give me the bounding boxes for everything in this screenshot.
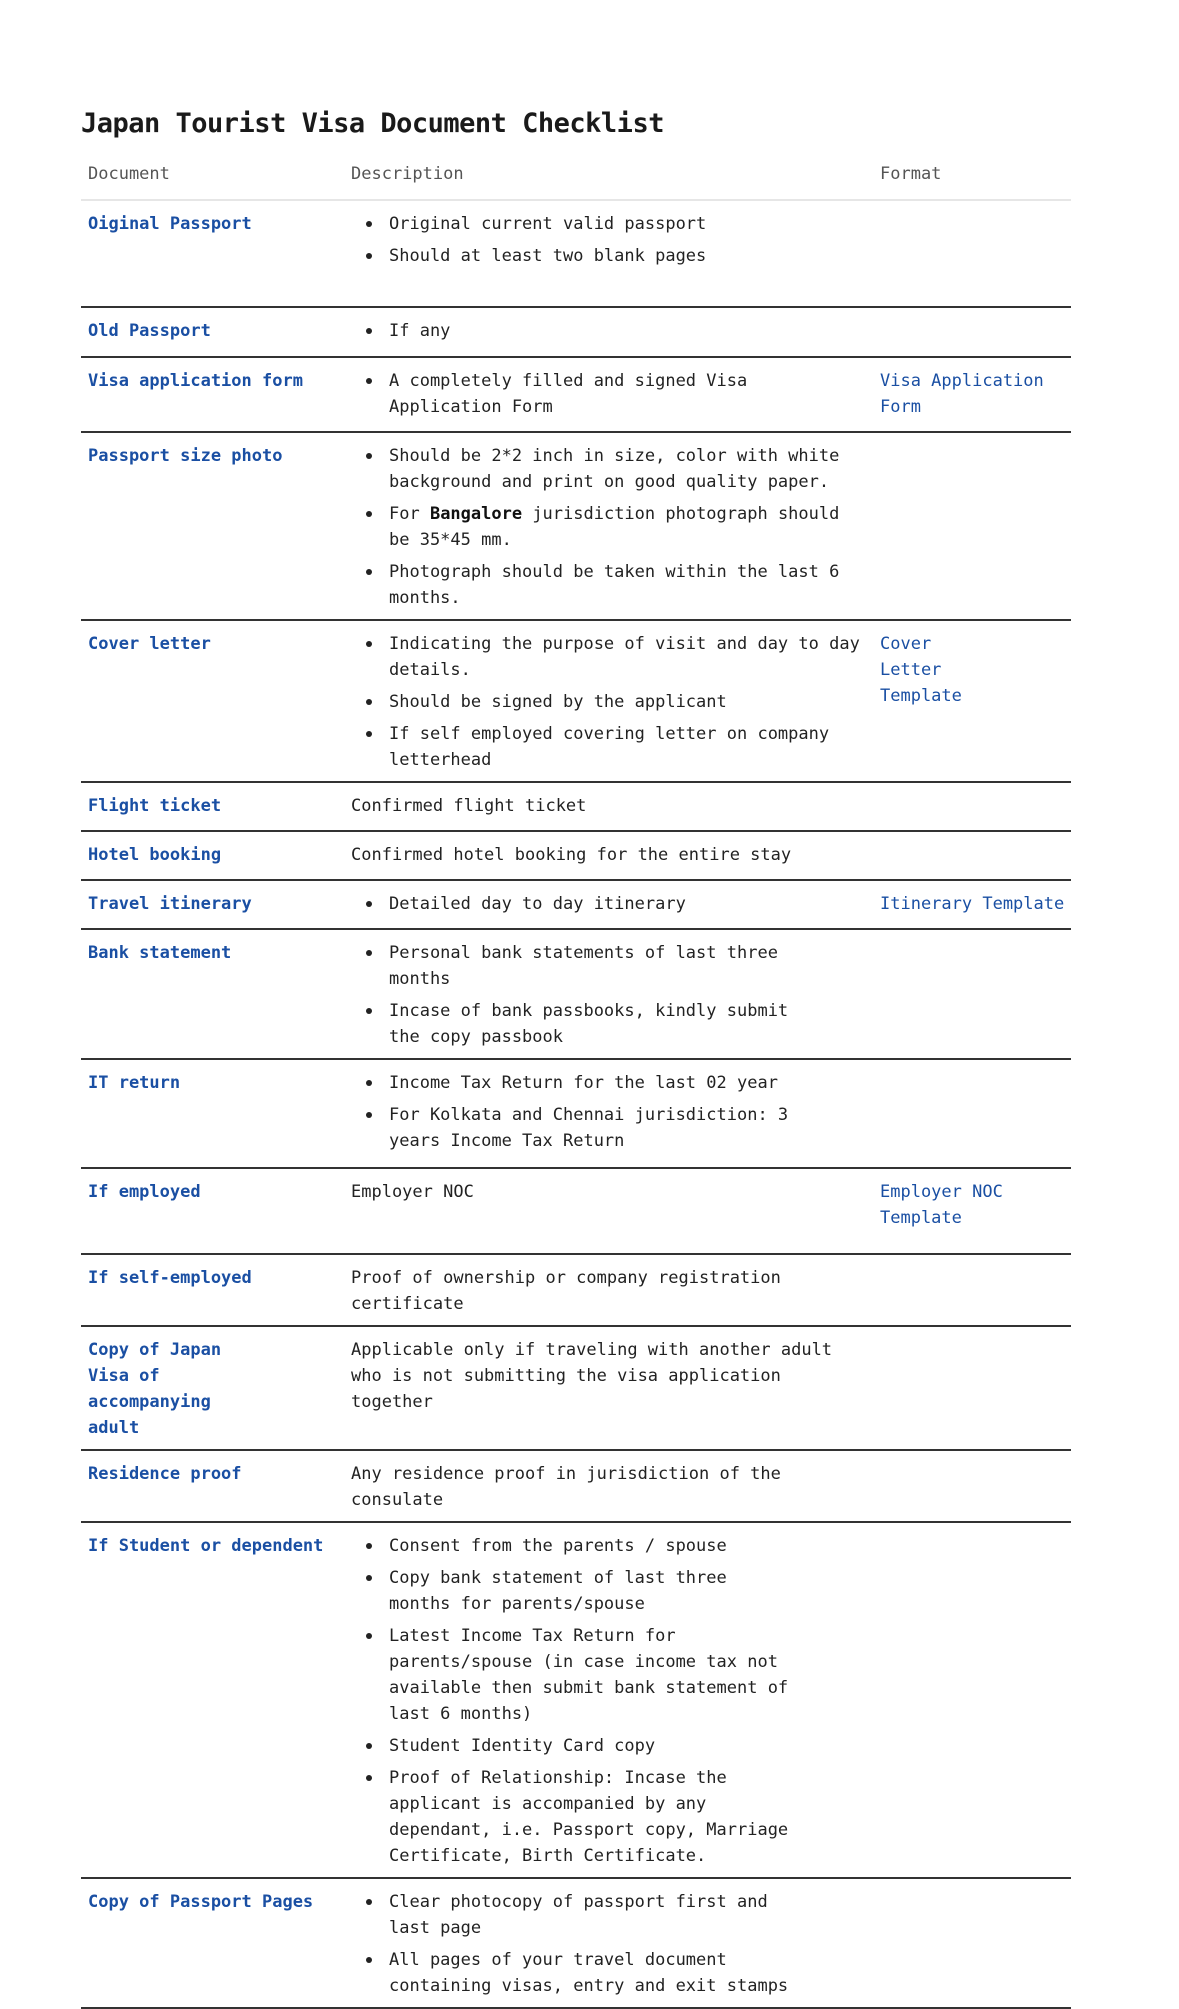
description-bullet — [389, 501, 869, 553]
description-bullet — [389, 1102, 793, 1154]
bold-text: Bangalore — [429, 504, 523, 524]
bullet-text: Detailed day to day itinerary — [389, 894, 686, 914]
description-list — [351, 443, 869, 611]
bullet-text: Should be 2*2 inch in size, color with white background and print on good quality paper. — [389, 446, 840, 492]
description-cell — [351, 842, 873, 868]
description-bullet — [389, 689, 869, 715]
document-name: IT return — [88, 1073, 181, 1093]
bullet-text: A completely filled and signed Visa Application Form — [389, 371, 748, 417]
description-bullet — [389, 1889, 793, 1941]
document-name: Passport size photo — [88, 446, 283, 466]
document-name: Cover letter — [88, 634, 211, 654]
description-bullet — [389, 318, 869, 344]
description-list — [351, 1070, 793, 1154]
bullet-text: If self employed covering letter on company letterhead — [389, 724, 830, 770]
description-cell — [351, 1889, 873, 1999]
description-list — [351, 318, 869, 344]
description-bullet — [389, 1565, 793, 1617]
table-row — [81, 1327, 1071, 1451]
bullet-text: Should at least two blank pages — [389, 246, 707, 266]
table-row — [81, 308, 1071, 358]
description-bullet — [389, 1765, 793, 1869]
table-row — [81, 1451, 1071, 1523]
format-template-link[interactable]: Visa Application Form — [880, 371, 1044, 417]
description-cell — [351, 1533, 873, 1869]
bullet-text: For — [389, 504, 430, 524]
document-name: Residence proof — [88, 1464, 242, 1484]
description-text: Applicable only if traveling with another adult who is not submitting the visa application together — [351, 1340, 833, 1412]
table-header — [81, 160, 1071, 201]
table-row — [81, 881, 1071, 930]
document-name: If self-employed — [88, 1268, 252, 1288]
description-cell — [351, 211, 873, 269]
bullet-text: Personal bank statements of last three months — [389, 943, 778, 989]
document-name: Visa application form — [88, 371, 303, 391]
format-template-link[interactable]: Cover Letter Template — [880, 634, 962, 706]
description-text: Any residence proof in jurisdiction of the consulate — [351, 1464, 781, 1510]
description-cell — [351, 940, 873, 1050]
description-bullet — [389, 1070, 793, 1096]
description-list — [351, 1889, 793, 1999]
header-document: Document — [88, 164, 170, 184]
document-name: If employed — [88, 1182, 201, 1202]
document-name: Copy of Passport Pages — [88, 1892, 314, 1912]
description-cell — [351, 1461, 873, 1513]
description-bullet — [389, 559, 869, 611]
bullet-text: Should be signed by the applicant — [389, 692, 727, 712]
header-format: Format — [880, 164, 942, 184]
description-bullet — [389, 443, 869, 495]
description-list — [351, 940, 793, 1050]
bullet-text: Copy bank statement of last three months for parents/spouse — [389, 1568, 727, 1614]
table-row — [81, 930, 1071, 1060]
bullet-text: Photograph should be taken within the last 6 months. — [389, 562, 840, 608]
table-row — [81, 1060, 1071, 1169]
description-list — [351, 211, 869, 269]
description-text: Confirmed hotel booking for the entire stay — [351, 845, 792, 865]
description-cell — [351, 1337, 873, 1415]
bullet-text: Student Identity Card copy — [389, 1736, 656, 1756]
checklist-table — [81, 160, 1071, 2009]
description-bullet — [389, 368, 869, 420]
bullet-text: Clear photocopy of passport first and last page — [389, 1892, 768, 1938]
document-name: Bank statement — [88, 943, 232, 963]
description-bullet — [389, 998, 793, 1050]
bullet-text: If any — [389, 321, 451, 341]
description-cell — [351, 1179, 873, 1205]
bullet-text: Latest Income Tax Return for parents/spouse (in case income tax not available then submit bank statement of last 6 months) — [389, 1626, 789, 1724]
description-text: Confirmed flight ticket — [351, 796, 587, 816]
table-row — [81, 783, 1071, 832]
description-cell — [351, 1070, 873, 1154]
bullet-text: All pages of your travel document containing visas, entry and exit stamps — [389, 1950, 789, 1996]
document-name: If Student or dependent — [88, 1536, 324, 1556]
description-bullet — [389, 211, 869, 237]
table-body — [81, 201, 1071, 2009]
description-cell — [351, 631, 873, 773]
description-cell — [351, 318, 873, 344]
bullet-text: Incase of bank passbooks, kindly submit the copy passbook — [389, 1001, 789, 1047]
table-row — [81, 358, 1071, 433]
format-template-link[interactable]: Itinerary Template — [880, 894, 1065, 914]
description-text: Proof of ownership or company registration certificate — [351, 1268, 781, 1314]
page-title: Japan Tourist Visa Document Checklist — [81, 108, 664, 139]
table-row — [81, 1169, 1071, 1255]
document-name: Old Passport — [88, 321, 211, 341]
bullet-text: Proof of Relationship: Incase the applicant is accompanied by any dependant, i.e. Passport copy, Marriage Certificate, Birth Certificate. — [389, 1768, 789, 1866]
description-list — [351, 891, 869, 917]
document-name: Flight ticket — [88, 796, 222, 816]
description-bullet — [389, 631, 869, 683]
description-list — [351, 1533, 793, 1869]
table-row — [81, 1879, 1071, 2009]
description-text: Employer NOC — [351, 1182, 474, 1202]
table-row — [81, 1523, 1071, 1879]
description-bullet — [389, 1533, 793, 1559]
table-row — [81, 433, 1071, 621]
bullet-text: Original current valid passport — [389, 214, 707, 234]
format-template-link[interactable]: Employer NOC Template — [880, 1182, 1003, 1228]
description-bullet — [389, 1733, 793, 1759]
document-name: Hotel booking — [88, 845, 222, 865]
header-description: Description — [351, 164, 464, 184]
document-name: Copy of Japan Visa of accompanying adult — [88, 1340, 222, 1438]
description-list — [351, 368, 869, 420]
document-name: Travel itinerary — [88, 894, 252, 914]
description-cell — [351, 793, 873, 819]
description-bullet — [389, 1947, 793, 1999]
document-name: Oiginal Passport — [88, 214, 252, 234]
description-bullet — [389, 891, 869, 917]
bullet-text: Indicating the purpose of visit and day to day details. — [389, 634, 860, 680]
description-bullet — [389, 940, 793, 992]
description-bullet — [389, 243, 869, 269]
table-row — [81, 621, 1071, 783]
table-row — [81, 1255, 1071, 1327]
bullet-text: Income Tax Return for the last 02 year — [389, 1073, 778, 1093]
description-cell — [351, 368, 873, 420]
description-cell — [351, 443, 873, 611]
description-cell — [351, 891, 873, 917]
bullet-text: Consent from the parents / spouse — [389, 1536, 727, 1556]
bullet-text: jurisdiction photograph should be 35*45 mm. — [389, 504, 840, 550]
table-row — [81, 832, 1071, 881]
description-bullet — [389, 721, 869, 773]
bullet-text: For Kolkata and Chennai jurisdiction: 3 years Income Tax Return — [389, 1105, 789, 1151]
description-cell — [351, 1265, 873, 1317]
description-bullet — [389, 1623, 793, 1727]
table-row — [81, 201, 1071, 308]
description-list — [351, 631, 869, 773]
